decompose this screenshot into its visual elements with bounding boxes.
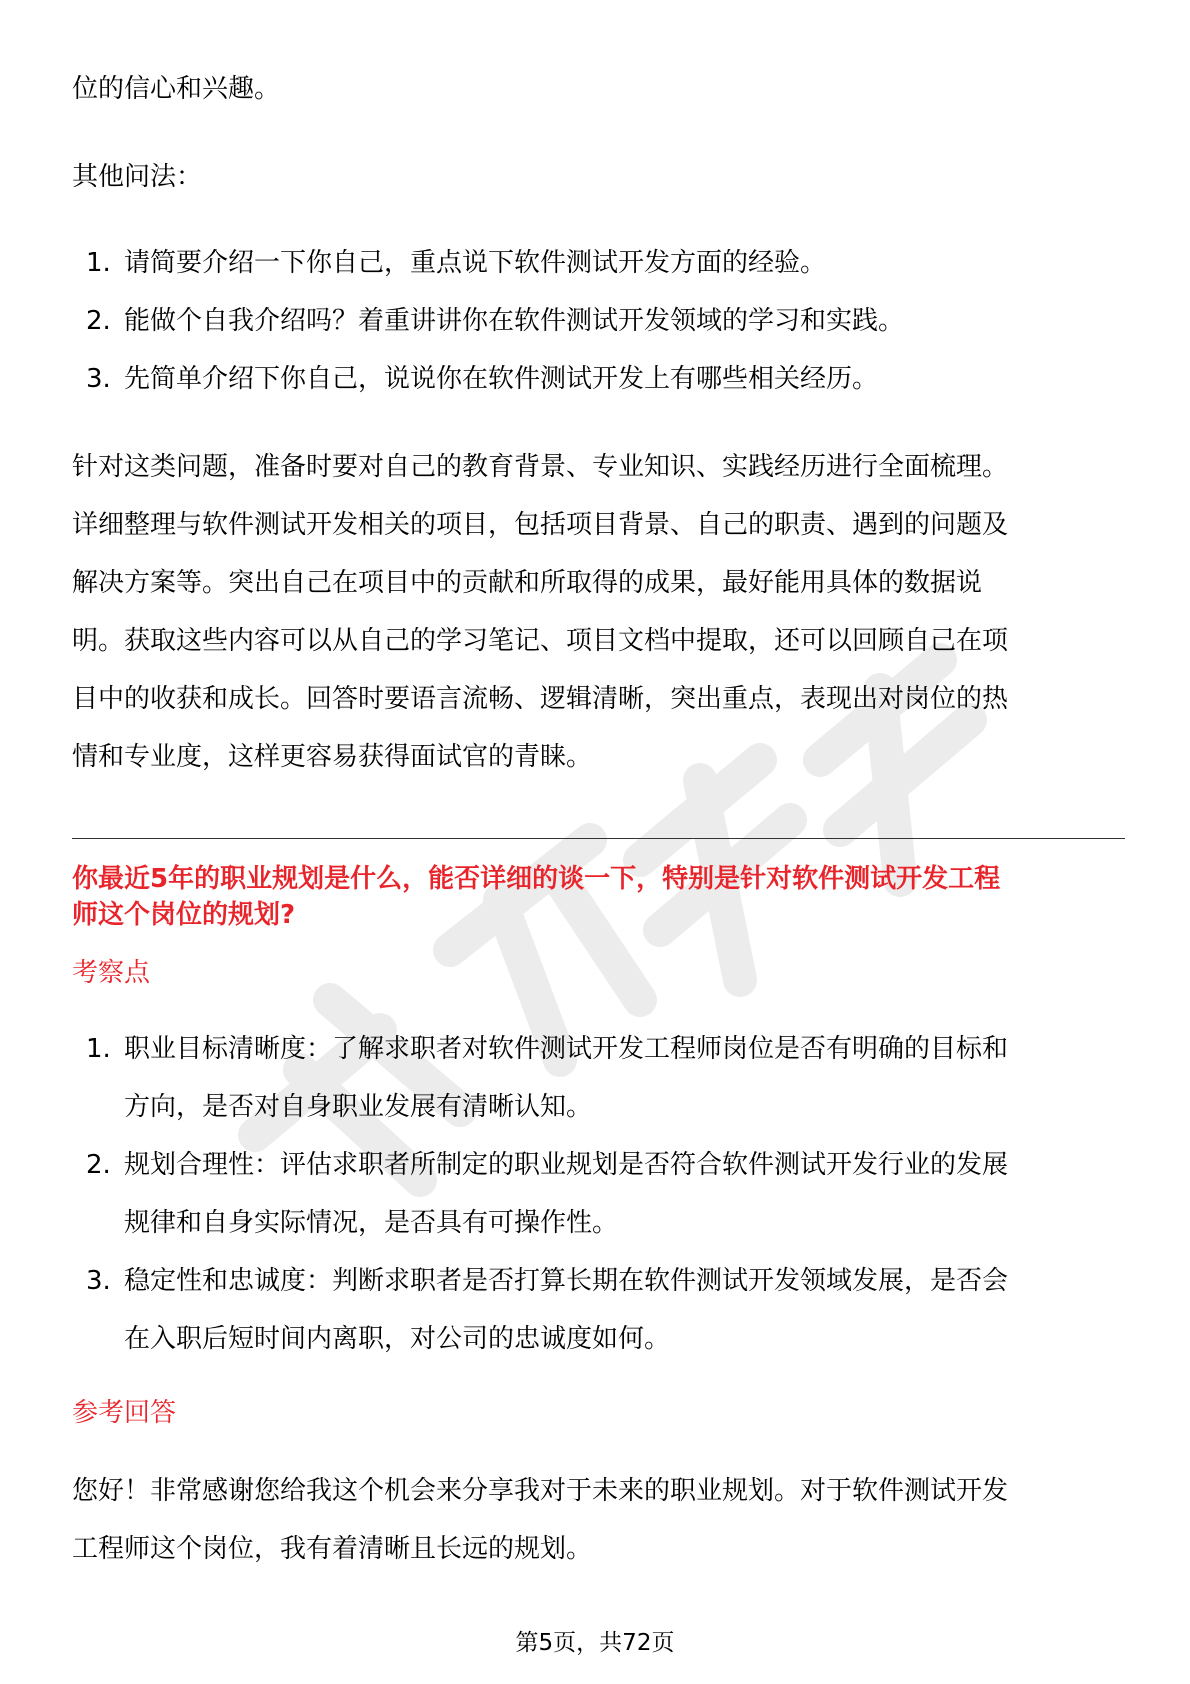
list-item: [86, 362, 878, 396]
advice-line: 目中的收获和成长。回答时要语言流畅、逻辑清晰，突出重点，表现出对岗位的热: [72, 684, 1009, 714]
answer-line: 您好！非常感谢您给我这个机会来分享我对于未来的职业规划。对于软件测试开发: [72, 1476, 1009, 1506]
intro-tail: 位的信心和兴趣。: [72, 74, 281, 104]
list-text-cont: 在入职后短时间内离职，对公司的忠诚度如何。: [124, 1324, 671, 1354]
question-title: 你最近5年的职业规划是什么，能否详细的谈一下，特别是针对软件测试开发工程: [72, 864, 1001, 894]
section-divider: [72, 838, 1125, 839]
list-text: 能做个自我介绍吗？着重讲讲你在软件测试开发领域的学习和实践。: [124, 306, 905, 336]
advice-line: 情和专业度，这样更容易获得面试官的青睐。: [72, 742, 593, 772]
other-asks-heading: 其他问法：: [72, 162, 203, 192]
list-number: 2.: [86, 1150, 111, 1180]
list-text: 规划合理性：评估求职者所制定的职业规划是否符合软件测试开发行业的发展: [124, 1150, 1009, 1180]
list-text: 先简单介绍下你自己，说说你在软件测试开发上有哪些相关经历。: [124, 364, 879, 394]
list-item: [86, 304, 904, 338]
list-text-cont: 规律和自身实际情况，是否具有可操作性。: [124, 1208, 619, 1238]
list-number: 1.: [86, 248, 111, 278]
answer-heading: 参考回答: [72, 1398, 177, 1428]
list-item: [86, 1032, 1008, 1066]
list-text: 稳定性和忠诚度：判断求职者是否打算长期在软件测试开发领域发展，是否会: [124, 1266, 1009, 1296]
list-text: 职业目标清晰度：了解求职者对软件测试开发工程师岗位是否有明确的目标和: [124, 1034, 1009, 1064]
answer-line: 工程师这个岗位，我有着清晰且长远的规划。: [72, 1534, 593, 1564]
advice-line: 解决方案等。突出自己在项目中的贡献和所取得的成果，最好能用具体的数据说: [72, 568, 983, 598]
list-text: 请简要介绍一下你自己，重点说下软件测试开发方面的经验。: [124, 248, 827, 278]
page-number: 第5页，共72页: [515, 1630, 675, 1656]
list-item: [86, 1264, 1008, 1298]
list-number: 1.: [86, 1034, 111, 1064]
list-number: 3.: [86, 364, 111, 394]
advice-line: 针对这类问题，准备时要对自己的教育背景、专业知识、实践经历进行全面梳理。: [72, 452, 1009, 482]
focus-heading: 考察点: [72, 958, 151, 988]
list-number: 3.: [86, 1266, 111, 1296]
list-item: [86, 1148, 1008, 1182]
list-text-cont: 方向，是否对自身职业发展有清晰认知。: [124, 1092, 593, 1122]
list-number: 2.: [86, 306, 111, 336]
list-item: [86, 246, 826, 280]
advice-line: 详细整理与软件测试开发相关的项目，包括项目背景、自己的职责、遇到的问题及: [72, 510, 1009, 540]
advice-line: 明。获取这些内容可以从自己的学习笔记、项目文档中提取，还可以回顾自己在项: [72, 626, 1009, 656]
question-title-cont: 师这个岗位的规划?: [72, 900, 296, 930]
